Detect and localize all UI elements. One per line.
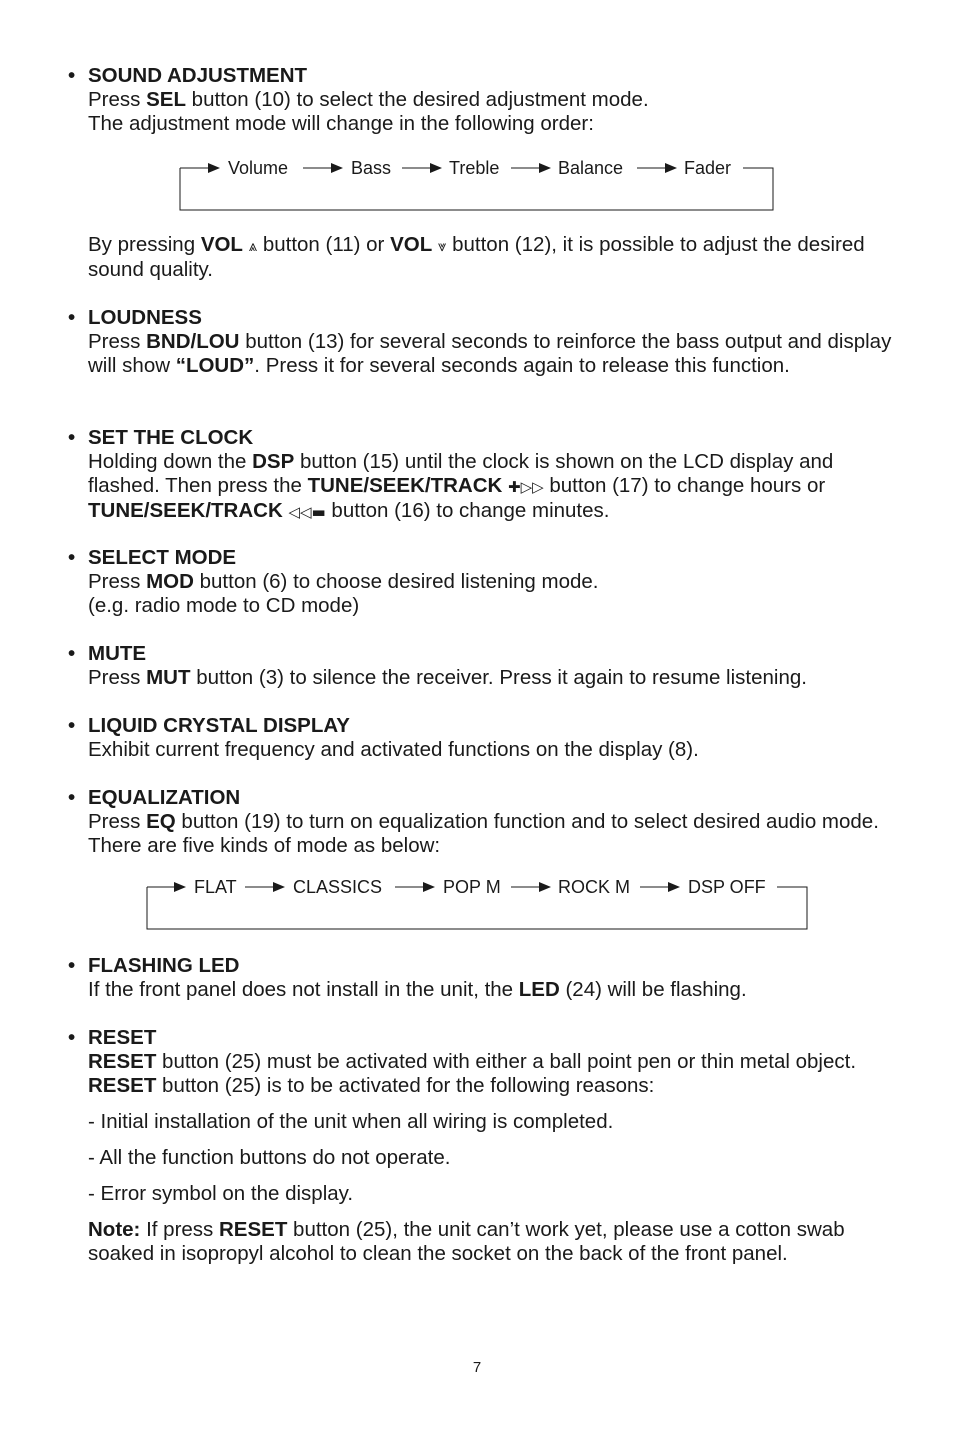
button-name-led: LED (518, 978, 560, 1001)
button-name-bnd-lou: BND/LOU (146, 330, 240, 353)
button-name-vol: VOL (390, 233, 433, 256)
button-name-eq: EQ (146, 810, 176, 833)
button-name-tune-seek-track: TUNE/SEEK/TRACK (307, 474, 503, 497)
section-body: Press MOD button (6) to choose desired listening mode. (e.g. radio mode to CD mode) (88, 570, 599, 617)
section-body: Press MUT button (3) to silence the receiver. Press it again to resume listening. (88, 666, 807, 689)
page-number: 7 (472, 1359, 482, 1376)
section-sound-adjustment (66, 64, 896, 136)
button-name-reset: RESET (219, 1218, 288, 1241)
flow-arrowhead (539, 882, 551, 892)
flow-step: POP M (443, 877, 501, 897)
section-heading: • SOUND ADJUSTMENT (66, 64, 896, 88)
flow-svg (0, 869, 954, 939)
section-loudness (66, 306, 896, 378)
list-item: - Initial installation of the unit when all wiring is completed. (88, 1110, 614, 1133)
section-body: By pressing VOL ⩓ button (11) or VOL ⩔ button (12), it is possible to adjust the desired sound quality. (88, 233, 865, 281)
section-body: Holding down the DSP button (15) until the clock is shown on the LCD display and flashed. Then press the TUNE/SEEK/TRACK ✚▷▷ button (17) to change hours or TUNE/SEEK/TRACK ◁◁▬ button (16) to change minutes. (88, 450, 834, 522)
section-heading: • FLASHING LED (66, 954, 896, 978)
section-mute (66, 642, 896, 690)
button-name-tune-seek-track: TUNE/SEEK/TRACK (88, 499, 283, 522)
section-body: Press BND/LOU button (13) for several seconds to reinforce the bass output and display will show “LOUD”. Press it for several seconds again to release this function. (88, 330, 892, 377)
note-label: Note: (88, 1218, 141, 1241)
section-heading: • LOUDNESS (66, 306, 896, 330)
flow-arrowhead (174, 882, 186, 892)
section-body: If the front panel does not install in the unit, the LED (24) will be flashing. (88, 978, 747, 1001)
flow-step: FLAT (194, 877, 237, 897)
list-item: - All the function buttons do not operate. (88, 1146, 451, 1169)
section-sound-adjustment-vol (66, 233, 896, 282)
flow-step: Volume (228, 158, 289, 178)
section-heading: • EQUALIZATION (66, 786, 896, 810)
flow-svg (0, 150, 954, 220)
eq-mode-flow-diagram (0, 869, 954, 939)
section-select-mode (66, 546, 896, 618)
vol-down-icon: ⩔ (437, 237, 447, 255)
section-set-the-clock (66, 426, 896, 524)
button-name-reset: RESET (88, 1050, 157, 1073)
section-body: Press EQ button (19) to turn on equalization function and to select desired audio mode. There are five kinds of mode as below: (88, 810, 879, 857)
section-heading: • SET THE CLOCK (66, 426, 896, 450)
flow-arrowhead (430, 163, 442, 173)
flow-arrowhead (331, 163, 343, 173)
section-equalization (66, 786, 896, 858)
display-text-loud: “LOUD” (175, 354, 255, 377)
flow-arrowhead (273, 882, 285, 892)
list-item: - Error symbol on the display. (88, 1182, 354, 1205)
flow-step: CLASSICS (293, 877, 383, 897)
flow-arrowhead (208, 163, 220, 173)
section-body: Exhibit current frequency and activated functions on the display (8). (88, 738, 699, 761)
button-name-vol: VOL (200, 233, 243, 256)
vol-up-icon: ⩓ (248, 237, 258, 255)
flow-arrowhead (665, 163, 677, 173)
section-heading: • RESET (66, 1026, 896, 1050)
sound-mode-flow-diagram (0, 150, 954, 220)
section-body: Press SEL button (10) to select the desired adjustment mode. The adjustment mode will change in the following order: (88, 88, 649, 135)
seek-back-icon: ◁◁▬ (288, 503, 326, 521)
section-body: RESET button (25) must be activated with either a ball point pen or thin metal object. RESET button (25) is to be activated for the following reasons: (88, 1050, 857, 1097)
button-name-dsp: DSP (252, 450, 295, 473)
flow-step: DSP OFF (688, 877, 766, 897)
flow-arrowhead (668, 882, 680, 892)
section-flashing-led (66, 954, 896, 1002)
section-heading: • MUTE (66, 642, 896, 666)
section-heading: • LIQUID CRYSTAL DISPLAY (66, 714, 896, 738)
section-liquid-crystal-display (66, 714, 896, 762)
flow-step: Balance (558, 158, 624, 178)
flow-arrowhead (423, 882, 435, 892)
flow-arrowhead (539, 163, 551, 173)
note-paragraph: Note: If press RESET button (25), the unit can’t work yet, please use a cotton swab soaked in isopropyl alcohol to clean the socket on the back of the front panel. (88, 1218, 845, 1265)
flow-step: Bass (351, 158, 392, 178)
button-name-mod: MOD (146, 570, 194, 593)
flow-step: ROCK M (558, 877, 630, 897)
button-name-sel: SEL (146, 88, 186, 111)
flow-step: Fader (684, 158, 732, 178)
section-heading: • SELECT MODE (66, 546, 896, 570)
flow-step: Treble (449, 158, 500, 178)
seek-forward-icon: ✚▷▷ (508, 478, 544, 496)
button-name-mut: MUT (146, 666, 191, 689)
section-reset (66, 1026, 896, 1266)
button-name-reset: RESET (88, 1074, 157, 1097)
